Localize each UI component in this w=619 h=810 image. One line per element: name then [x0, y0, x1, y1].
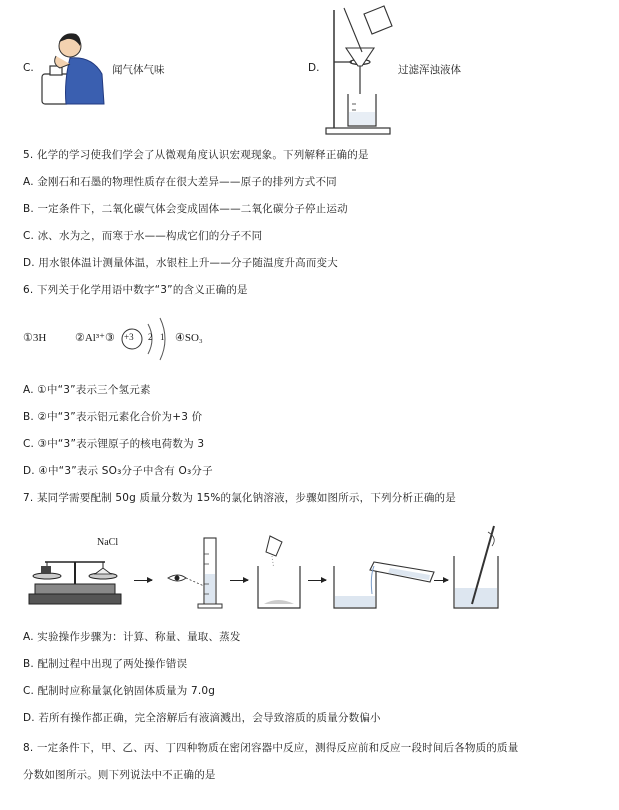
question-7-option-c: C. 配制时应称量氯化钠固体质量为 7.0g	[23, 685, 216, 697]
formula-al3plus: ②Al³⁺③	[75, 332, 115, 344]
question-7-stem: 7. 某同学需要配制 50g 质量分数为 15%的氯化钠溶液，步骤如图所示，下列分析正确的是	[23, 492, 456, 504]
pouring-water-illustration	[330, 540, 440, 612]
nucleus-charge-label: +3	[124, 332, 134, 342]
nacl-label: NaCl	[97, 537, 119, 548]
adding-solid-to-beaker-illustration	[254, 532, 306, 612]
step-arrow-4	[434, 580, 448, 581]
formula-3h: ①3H	[23, 332, 47, 344]
filtration-apparatus-illustration	[322, 4, 394, 136]
option-c-text: 闻气体气味	[112, 64, 165, 76]
smelling-gas-illustration	[40, 26, 108, 106]
step-arrow-2	[230, 580, 248, 581]
question-5-option-d: D. 用水银体温计测量体温，水银柱上升——分子随温度升高而变大	[23, 257, 338, 269]
question-6-stem: 6. 下列关于化学用语中数字“3”的含义正确的是	[23, 284, 248, 296]
formula-so3: ④SO₃	[175, 332, 203, 344]
electron-shell-2-count: 1	[160, 332, 165, 342]
stirring-with-glass-rod-illustration	[448, 522, 504, 612]
question-7-option-a: A. 实验操作步骤为：计算、称量、量取、蒸发	[23, 631, 241, 643]
question-6-option-a: A. ①中“3”表示三个氢元素	[23, 384, 151, 396]
question-5-option-b: B. 一定条件下，二氧化碳气体会变成固体——二氧化碳分子停止运动	[23, 203, 348, 215]
option-d-text: 过滤浑浊液体	[398, 64, 461, 76]
question-6-option-c: C. ③中“3”表示锂原子的核电荷数为 3	[23, 438, 205, 450]
question-7-option-d: D. 若所有操作都正确，完全溶解后有液滴溅出，会导致溶质的质量分数偏小	[23, 712, 381, 724]
balance-weighing-illustration	[25, 538, 125, 608]
step-arrow-3	[308, 580, 326, 581]
question-6-option-b: B. ②中“3”表示铝元素化合价为+3 价	[23, 411, 203, 423]
graduated-cylinder-reading-illustration	[160, 534, 226, 610]
question-8-stem-line-2: 分数如图所示。则下列说法中不正确的是	[23, 769, 216, 781]
step-arrow-1	[134, 580, 152, 581]
question-7-option-b: B. 配制过程中出现了两处操作错误	[23, 658, 188, 670]
option-c-label: C.	[23, 62, 34, 74]
question-5-option-c: C. 冰、水为之，而寒于水——构成它们的分子不同	[23, 230, 263, 242]
option-d-label: D.	[308, 62, 320, 74]
electron-shell-1-count: 2	[148, 332, 153, 342]
question-5-stem: 5. 化学的学习使我们学会了从微观角度认识宏观现象。下列解释正确的是	[23, 149, 369, 161]
question-8-stem-line-1: 8. 一定条件下，甲、乙、丙、丁四种物质在密闭容器中反应，测得反应前和反应一段时间后各物质的质量	[23, 742, 519, 754]
question-6-option-d: D. ④中“3”表示 SO₃分子中含有 O₃分子	[23, 465, 213, 477]
question-5-option-a: A. 金刚石和石墨的物理性质存在很大差异——原子的排列方式不同	[23, 176, 337, 188]
